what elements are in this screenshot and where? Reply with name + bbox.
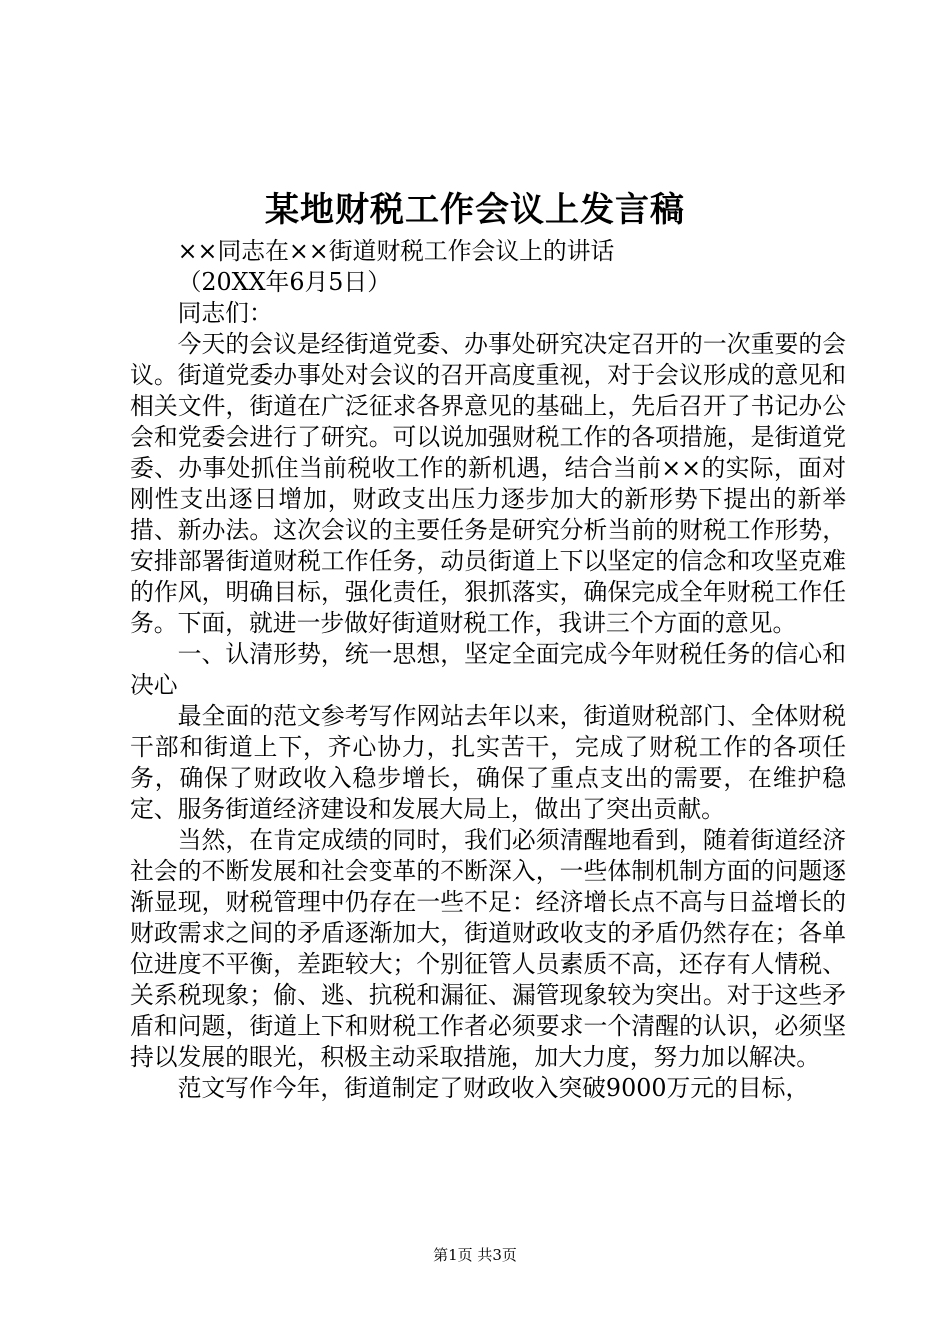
- document-title: 某地财税工作会议上发言稿: [265, 190, 685, 230]
- paragraph: 范文写作今年，街道制定了财政收入突破9000万元的目标，: [177, 1074, 810, 1102]
- salutation: 同志们：: [177, 299, 273, 327]
- page-footer: 第1页 共3页: [433, 1246, 517, 1264]
- document-body: [130, 236, 846, 1104]
- speech-date: （20XX年6月5日）: [177, 268, 392, 296]
- paragraph: 今天的会议是经街道党委、办事处研究决定召开的一次重要的会议。街道党委办事处对会议的召开高度重视，对于会议形成的意见和相关文件，街道在广泛征求各界意见的基础上，先后召开了书记办公会和党委会进行了研究。可以说加强财税工作的各项措施，是街道党委、办事处抓住当前税收工作的新机遇，结合当前××的实际，面对刚性支出逐日增加，财政支出压力逐步加大的新形势下提出的新举措、新办法。这次会议的主要任务是研究分析当前的财税工作形势，安排部署街道财税工作任务，动员街道上下以坚定的信念和攻坚克难的作风，明确目标，强化责任，狠抓落实，确保完成全年财税工作任务。下面，就进一步做好街道财税工作，我讲三个方面的意见。: [130, 330, 846, 637]
- section-heading: 一、认清形势，统一思想，坚定全面完成今年财税任务的信心和决心: [130, 640, 846, 699]
- paragraph: 最全面的范文参考写作网站去年以来，街道财税部门、全体财税干部和街道上下，齐心协力，扎实苦干，完成了财税工作的各项任务，确保了财政收入稳步增长，确保了重点支出的需要，在维护稳定、服务街道经济建设和发展大局上，做出了突出贡献。: [130, 702, 846, 823]
- paragraph: 当然，在肯定成绩的同时，我们必须清醒地看到，随着街道经济社会的不断发展和社会变革的不断深入，一些体制机制方面的问题逐渐显现，财税管理中仍存在一些不足：经济增长点不高与日益增长的财政需求之间的矛盾逐渐加大，街道财政收支的矛盾仍然存在；各单位进度不平衡，差距较大；个别征管人员素质不高，还存有人情税、关系税现象；偷、逃、抗税和漏征、漏管现象较为突出。对于这些矛盾和问题，街道上下和财税工作者必须要求一个清醒的认识，必须坚持以发展的眼光，积极主动采取措施，加大力度，努力加以解决。: [130, 826, 846, 1071]
- speech-subtitle: ××同志在××街道财税工作会议上的讲话: [177, 237, 615, 265]
